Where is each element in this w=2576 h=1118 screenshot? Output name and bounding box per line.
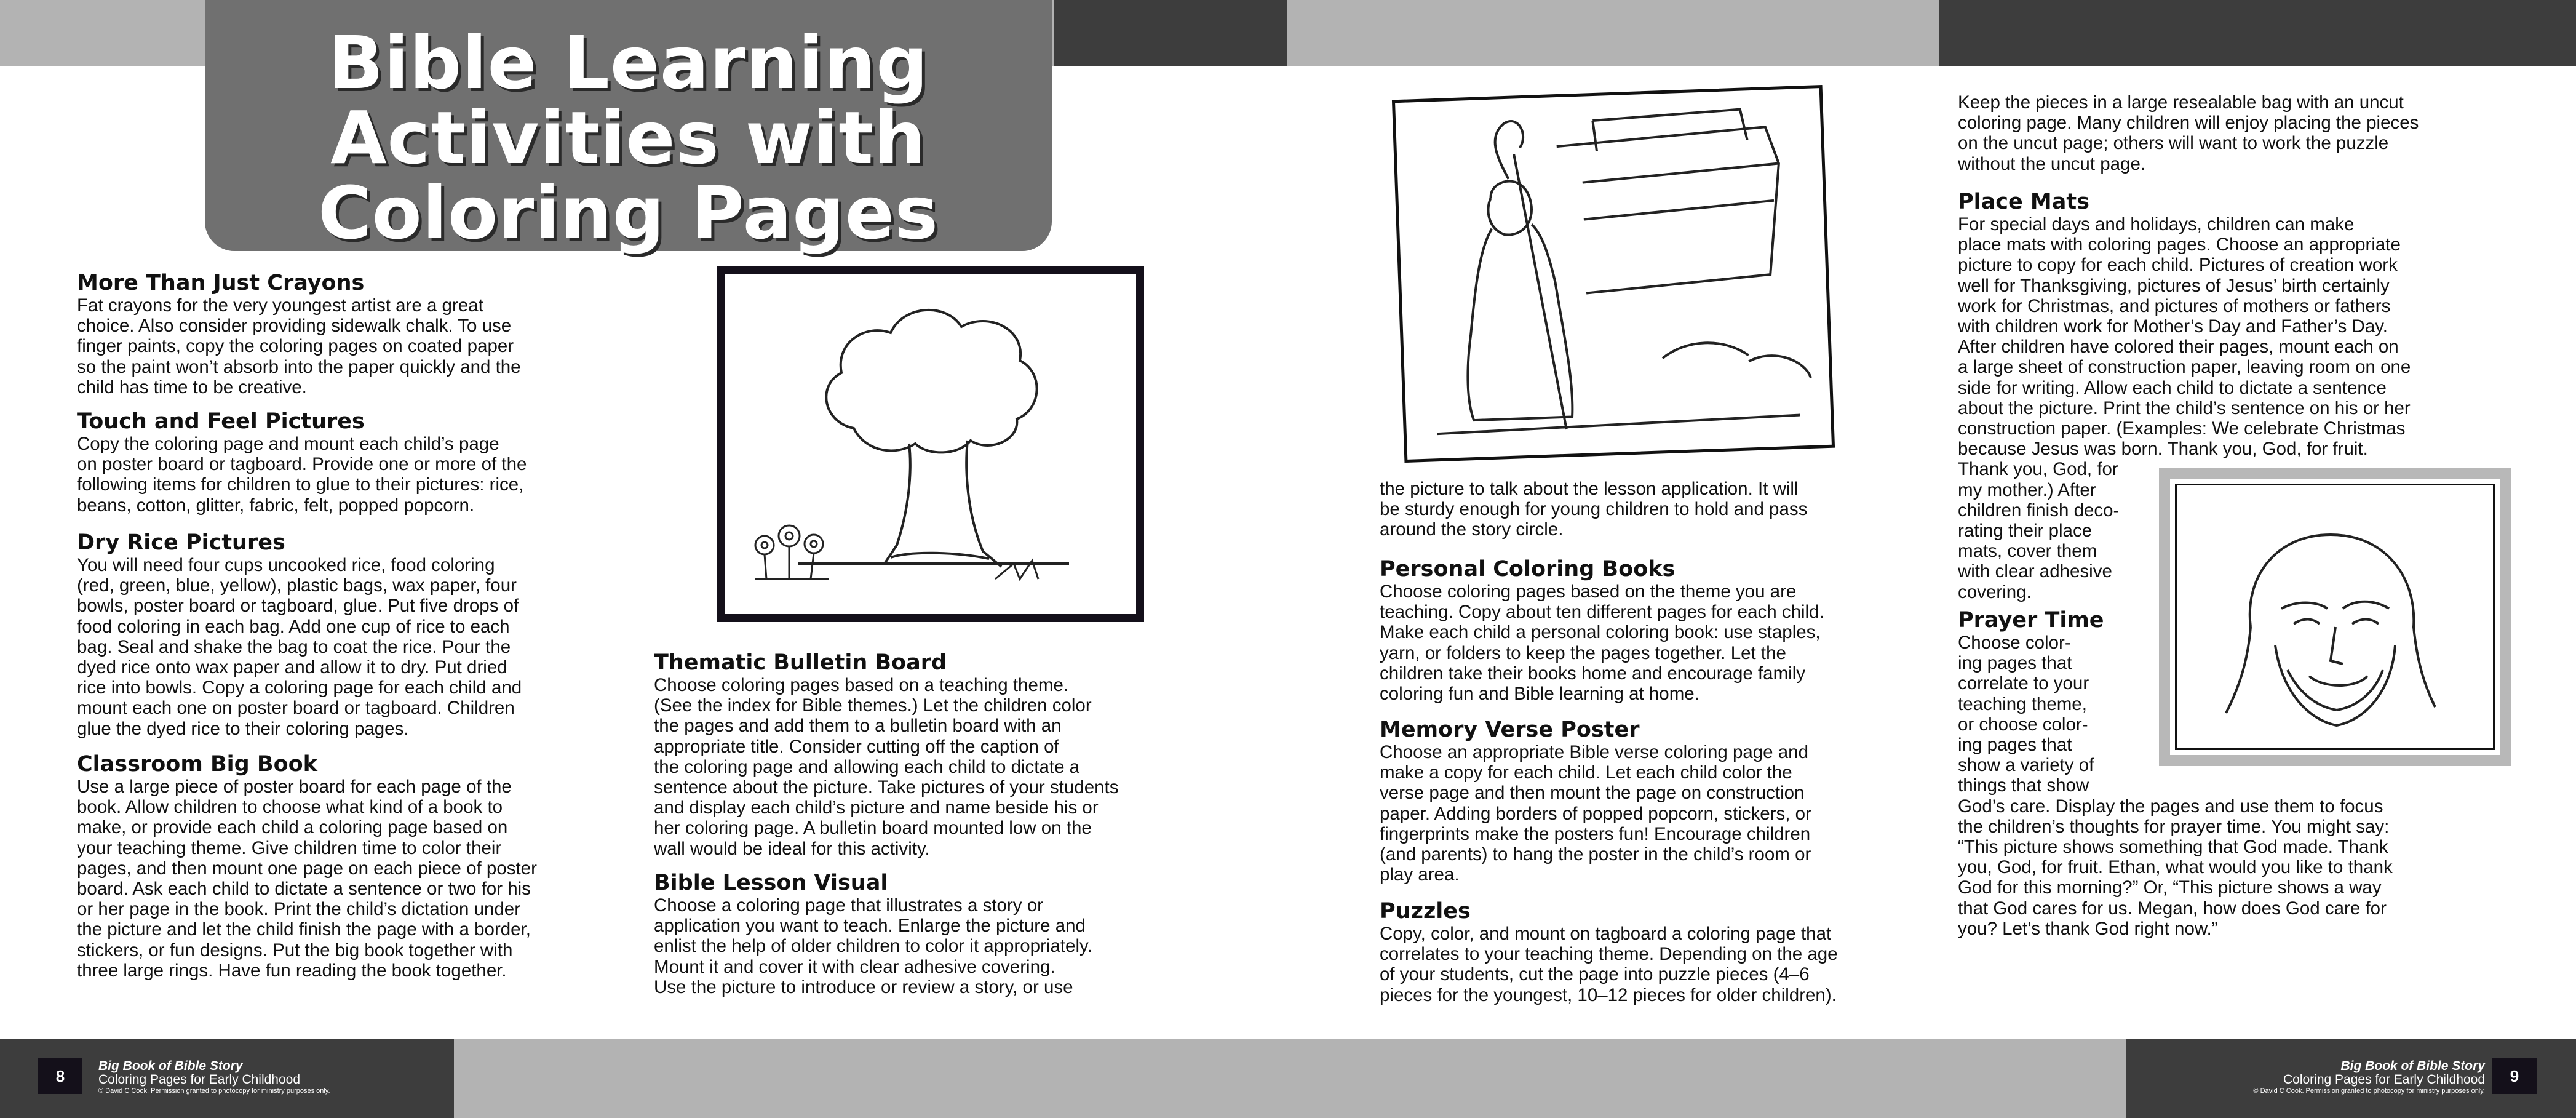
text-line: the pages and add them to a bulletin board with an: [654, 716, 1062, 737]
book-title-line-2: Coloring Pages for Early Childhood: [2283, 1072, 2485, 1087]
text-line: mats, cover them: [1958, 541, 2097, 562]
text-line: make a copy for each child. Let each child color the: [1380, 762, 1792, 783]
text-line: Copy the coloring page and mount each child’s page: [77, 434, 499, 454]
text-line: covering.: [1958, 581, 2032, 602]
portrait-inner-frame: [2175, 484, 2495, 750]
text-line: construction paper. (Examples: We celebrate Christmas: [1958, 418, 2406, 439]
text-line: ing pages that: [1958, 735, 2072, 756]
jesus-drawing: [2177, 485, 2492, 747]
text-line: three large rings. Have fun reading the book together.: [77, 960, 507, 981]
continued-lesson-visual: [1380, 479, 1807, 540]
text-line: show a variety of: [1958, 755, 2094, 776]
text-line: sentence about the picture. Take pictures of your students: [654, 777, 1119, 798]
text-line: the children’s thoughts for prayer time. You might say:: [1958, 816, 2390, 837]
text-line: with clear adhesive: [1958, 561, 2112, 582]
text-line: the picture and let the child finish the page with a border,: [77, 919, 531, 940]
text-line: rating their place: [1958, 521, 2093, 541]
text-line: Choose color-: [1958, 633, 2071, 653]
section-heading: Puzzles: [1380, 899, 1471, 924]
top-band-right-dark: [1939, 0, 2576, 66]
tree-illustration: [717, 266, 1144, 622]
section-heading: Memory Verse Poster: [1380, 717, 1640, 742]
text-line: fingerprints make the posters fun! Encourage children: [1380, 823, 1811, 844]
text-line: (See the index for Bible themes.) Let the children color: [654, 695, 1092, 716]
text-line: (red, green, blue, yellow), plastic bags, wax paper, four: [77, 575, 517, 596]
section-bible-lesson-visual: [654, 871, 1092, 997]
text-line: pages, and then mount one page on each piece of poster: [77, 858, 537, 879]
section-heading: Classroom Big Book: [77, 752, 317, 777]
text-line: work for Christmas, and pictures of mothers or fathers: [1958, 295, 2391, 316]
copyright-line: © David C Cook. Permission granted to photocopy for ministry purposes only.: [98, 1087, 330, 1095]
section-heading: Personal Coloring Books: [1380, 557, 1676, 581]
text-line: my mother.) After: [1958, 479, 2096, 500]
section-heading: Place Mats: [1958, 190, 2089, 214]
title-line-1: Bible Learning: [328, 20, 929, 105]
section-dry-rice: [77, 530, 522, 739]
text-line: your teaching theme. Give children time to color their: [77, 837, 502, 858]
text-line: on the uncut page; others will want to work the puzzle: [1958, 133, 2389, 154]
text-line: coloring fun and Bible learning at home.: [1380, 684, 1699, 705]
text-line: of your students, cut the page into puzzle pieces (4–6: [1380, 964, 1810, 985]
text-line: or her page in the book. Print the child’s dictation under: [77, 899, 521, 920]
top-band-left-dark: [1054, 0, 1287, 66]
text-line: board. Ask each child to dictate a sentence or two for his: [77, 879, 531, 900]
section-heading: Dry Rice Pictures: [77, 530, 285, 555]
footer-book-title-left: [98, 1060, 431, 1095]
text-line: so the paint won’t absorb into the paper quickly and the: [77, 356, 521, 377]
text-line: ing pages that: [1958, 653, 2072, 674]
text-line: you, God, for fruit. Ethan, what would you like to thank: [1958, 857, 2393, 878]
text-line: without the uncut page.: [1958, 153, 2146, 174]
text-line: well for Thanksgiving, pictures of Jesus’ birth certainly: [1958, 275, 2390, 296]
text-line: play area.: [1380, 864, 1460, 885]
text-line: Choose coloring pages based on the theme you are: [1380, 581, 1797, 602]
text-line: children finish deco-: [1958, 500, 2120, 521]
book-title-line-1: Big Book of Bible Story: [2340, 1059, 2485, 1073]
text-line: make, or provide each child a coloring page based on: [77, 817, 508, 838]
text-line: that God cares for us. Megan, how does God care for: [1958, 898, 2387, 919]
section-personal-coloring-books: [1380, 557, 1824, 704]
text-line: pieces for the youngest, 10–12 pieces for older children).: [1380, 984, 1837, 1005]
text-line: bag. Seal and shake the bag to coat the rice. Pour the: [77, 636, 511, 657]
noah-drawing: [1395, 88, 1832, 460]
text-line: on poster board or tagboard. Provide one or more of the: [77, 454, 527, 475]
text-line: her coloring page. A bulletin board mounted low on the: [654, 818, 1092, 839]
text-line: application you want to teach. Enlarge the picture and: [654, 916, 1086, 936]
text-line: with children work for Mother’s Day and Father’s Day.: [1958, 316, 2388, 337]
text-line: Copy, color, and mount on tagboard a coloring page that: [1380, 924, 1832, 944]
text-line: teaching theme,: [1958, 693, 2087, 714]
text-line: bowls, poster board or tagboard, glue. Put five drops of: [77, 596, 519, 617]
text-line: food coloring in each bag. Add one cup of rice to each: [77, 616, 510, 637]
text-line: correlates to your teaching theme. Depending on the age: [1380, 944, 1838, 965]
text-line: things that show: [1958, 775, 2089, 796]
text-line: Use a large piece of poster board for each page of the: [77, 777, 512, 797]
text-line: child has time to be creative.: [77, 377, 307, 397]
text-line: coloring page. Many children will enjoy placing the pieces: [1958, 113, 2419, 134]
title-line-2: Activities with: [330, 95, 926, 180]
text-line: Choose an appropriate Bible verse coloring page and: [1380, 742, 1808, 762]
text-line: rice into bowls. Copy a coloring page for each child and: [77, 677, 522, 698]
text-line: Keep the pieces in a large resealable bag with an uncut: [1958, 92, 2404, 113]
text-line: about the picture. Print the child’s sentence on his or her: [1958, 397, 2411, 418]
copyright-line: © David C Cook. Permission granted to photocopy for ministry purposes only.: [2253, 1087, 2485, 1095]
text-line: or choose color-: [1958, 714, 2088, 735]
text-line: the picture to talk about the lesson application. It will: [1380, 479, 1799, 499]
text-line: finger paints, copy the coloring pages on coated paper: [77, 336, 514, 357]
text-line: following items for children to glue to their pictures: rice,: [77, 474, 524, 495]
text-line: Use the picture to introduce or review a story, or use: [654, 976, 1073, 997]
footer-book-title-right: [2141, 1060, 2485, 1095]
text-line: After children have colored their pages, mount each on: [1958, 337, 2399, 357]
section-thematic-bulletin: [654, 650, 1118, 859]
title-line-3: Coloring Pages: [317, 170, 939, 255]
text-line: verse page and then mount the page on construction: [1380, 783, 1805, 804]
text-line: Choose a coloring page that illustrates a story or: [654, 895, 1043, 916]
book-title-line-2: Coloring Pages for Early Childhood: [98, 1072, 301, 1087]
text-line: children take their books home and encourage family: [1380, 663, 1806, 684]
text-line: and display each child’s picture and name beside his or: [654, 797, 1099, 818]
text-line: mount each one on poster board or tagboard. Children: [77, 698, 515, 719]
text-line: Thank you, God, for: [1958, 459, 2118, 480]
section-heading: Touch and Feel Pictures: [77, 409, 365, 434]
text-line: side for writing. Allow each child to dictate a sentence: [1958, 377, 2387, 398]
book-title-line-1: Big Book of Bible Story: [98, 1059, 243, 1073]
section-heading: Prayer Time: [1958, 608, 2104, 633]
text-line: around the story circle.: [1380, 519, 1564, 540]
text-line: teaching. Copy about ten different pages for each child.: [1380, 602, 1824, 623]
section-classroom-big-book: [77, 752, 537, 981]
text-line: “This picture shows something that God made. Thank: [1958, 837, 2388, 858]
text-line: God for this morning?” Or, “This picture shows a way: [1958, 877, 2382, 898]
section-memory-verse-poster: [1380, 717, 1811, 885]
text-line: glue the dyed rice to their coloring pages.: [77, 718, 409, 739]
text-line: dyed rice onto wax paper and allow it to dry. Put dried: [77, 657, 507, 678]
top-band-right-light: [1287, 0, 1939, 66]
text-line: enlist the help of older children to color it appropriately.: [654, 936, 1092, 957]
text-line: choice. Also consider providing sidewalk chalk. To use: [77, 316, 512, 337]
tree-drawing: [725, 274, 1136, 614]
section-puzzles: [1380, 899, 1838, 1005]
text-line: you? Let’s thank God right now.”: [1958, 918, 2218, 939]
page-number-left: 8: [38, 1058, 82, 1094]
text-line: Choose coloring pages based on a teaching theme.: [654, 675, 1069, 695]
text-line: You will need four cups uncooked rice, food coloring: [77, 555, 495, 575]
section-touch-and-feel: [77, 409, 527, 516]
text-line: a large sheet of construction paper, leaving room on one: [1958, 357, 2411, 378]
noah-ark-illustration: [1392, 85, 1835, 463]
text-line: For special days and holidays, children can make: [1958, 214, 2355, 234]
text-line: wall would be ideal for this activity.: [654, 838, 930, 859]
section-heading: Thematic Bulletin Board: [654, 650, 947, 675]
text-line: stickers, or fun designs. Put the big book together with: [77, 940, 513, 960]
footer-band-left-light: [454, 1039, 2126, 1118]
text-line: paper. Adding borders of popped popcorn, stickers, or: [1380, 803, 1811, 824]
text-line: book. Allow children to choose what kind of a book to: [77, 797, 503, 818]
text-line: correlate to your: [1958, 673, 2089, 694]
jesus-portrait-illustration: [2159, 468, 2511, 766]
text-line: yarn, or folders to keep the pages together. Let the: [1380, 642, 1786, 663]
text-line: appropriate title. Consider cutting off the caption of: [654, 736, 1059, 757]
text-line: beans, cotton, glitter, fabric, felt, popped popcorn.: [77, 495, 475, 516]
text-line: place mats with coloring pages. Choose an appropriate: [1958, 234, 2401, 255]
text-line: God’s care. Display the pages and use them to focus: [1958, 796, 2383, 817]
section-heading: Bible Lesson Visual: [654, 871, 888, 895]
text-line: Fat crayons for the very youngest artist are a great: [77, 295, 483, 316]
title-box: [205, 0, 1052, 255]
text-line: picture to copy for each child. Pictures of creation work: [1958, 255, 2398, 276]
puzzles-continued: [1958, 92, 2419, 174]
text-line: because Jesus was born. Thank you, God, for fruit.: [1958, 439, 2368, 460]
section-more-than-crayons: [77, 271, 521, 397]
text-line: the coloring page and allowing each child to dictate a: [654, 756, 1080, 777]
section-heading: More Than Just Crayons: [77, 271, 365, 295]
text-line: be sturdy enough for young children to hold and pass: [1380, 499, 1808, 520]
text-line: Mount it and cover it with clear adhesive covering.: [654, 956, 1055, 977]
text-line: Make each child a personal coloring book: use staples,: [1380, 622, 1821, 643]
page-number-right: 9: [2492, 1058, 2537, 1094]
text-line: (and parents) to hang the poster in the child’s room or: [1380, 844, 1811, 865]
